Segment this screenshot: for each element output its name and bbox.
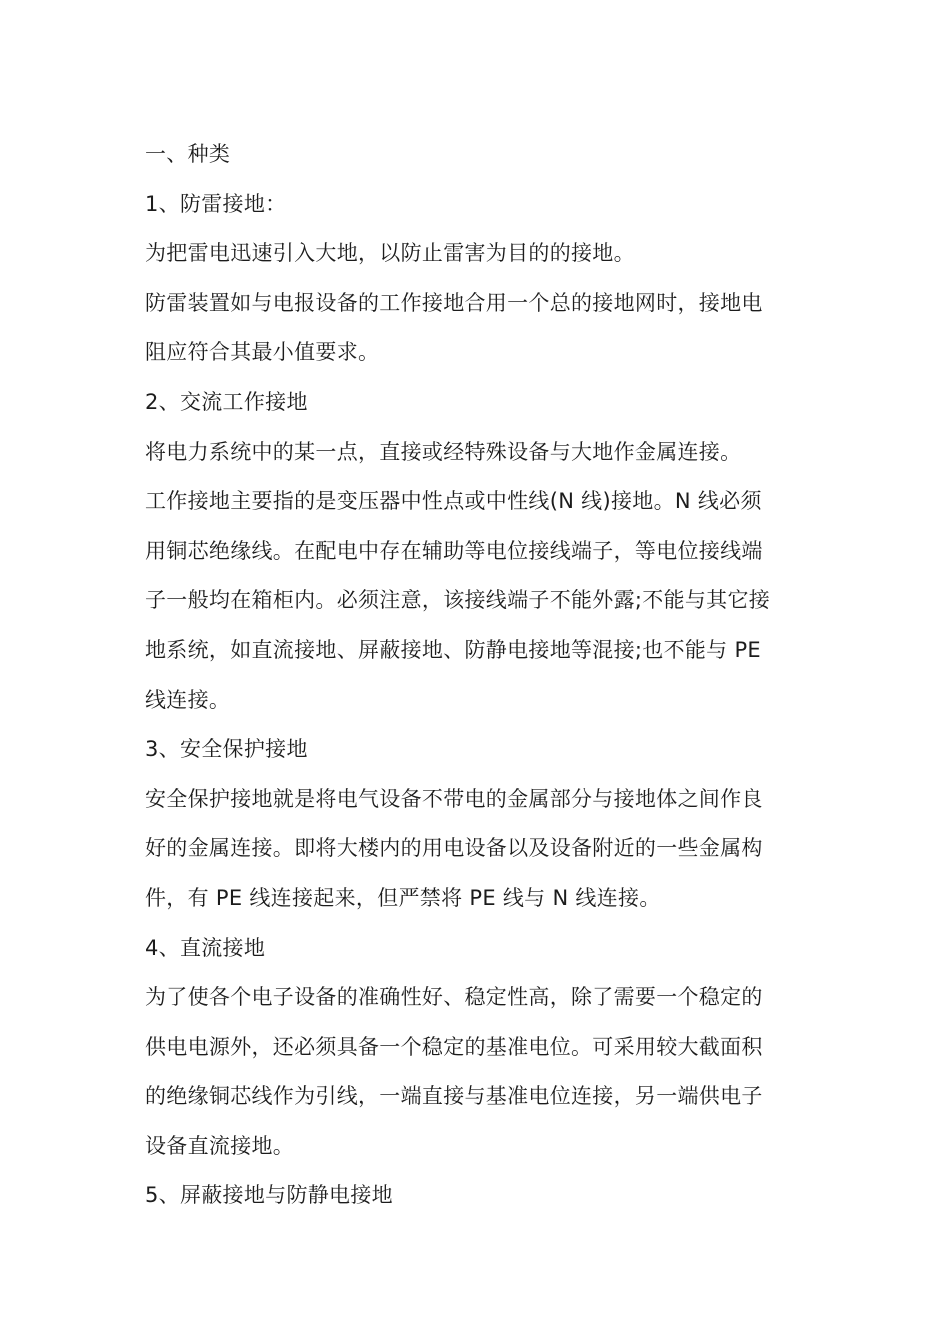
paragraph-line: 件，有 PE 线连接起来，但严禁将 PE 线与 N 线连接。 (145, 885, 661, 910)
paragraph-line: 防雷装置如与电报设备的工作接地合用一个总的接地网时，接地电 (145, 290, 763, 315)
paragraph-line: 工作接地主要指的是变压器中性点或中性线(N 线)接地。N 线必须 (145, 489, 762, 514)
subsection-heading: 5、屏蔽接地与防静电接地 (145, 1183, 393, 1208)
subsection-heading: 1、防雷接地： (145, 191, 287, 216)
paragraph-line: 供电电源外，还必须具备一个稳定的基准电位。可采用较大截面积 (145, 1034, 763, 1059)
subsection-heading: 4、直流接地 (145, 935, 266, 960)
paragraph-line: 线连接。 (145, 687, 231, 712)
paragraph-line: 设备直流接地。 (145, 1133, 295, 1158)
paragraph-line: 的绝缘铜芯线作为引线，一端直接与基准电位连接，另一端供电子 (145, 1084, 763, 1109)
section-heading: 一、种类 (145, 142, 231, 166)
paragraph-line: 地系统，如直流接地、屏蔽接地、防静电接地等混接;也不能与 PE (145, 637, 761, 662)
paragraph-line: 为了使各个电子设备的准确性好、稳定性高，除了需要一个稳定的 (145, 985, 763, 1010)
paragraph-line: 子一般均在箱柜内。必须注意，该接线端子不能外露;不能与其它接 (145, 588, 771, 613)
document-body (145, 130, 805, 1221)
paragraph-line: 将电力系统中的某一点，直接或经特殊设备与大地作金属连接。 (145, 439, 742, 464)
subsection-heading: 3、安全保护接地 (145, 737, 308, 762)
paragraph-line: 安全保护接地就是将电气设备不带电的金属部分与接地体之间作良 (145, 786, 763, 811)
paragraph-line: 阻应符合其最小值要求。 (145, 340, 380, 365)
subsection-heading: 2、交流工作接地 (145, 389, 308, 414)
paragraph-line: 好的金属连接。即将大楼内的用电设备以及设备附近的一些金属构 (145, 836, 763, 861)
paragraph-line: 为把雷电迅速引入大地，以防止雷害为目的的接地。 (145, 241, 635, 266)
paragraph-line: 用铜芯绝缘线。在配电中存在辅助等电位接线端子，等电位接线端 (145, 538, 763, 563)
